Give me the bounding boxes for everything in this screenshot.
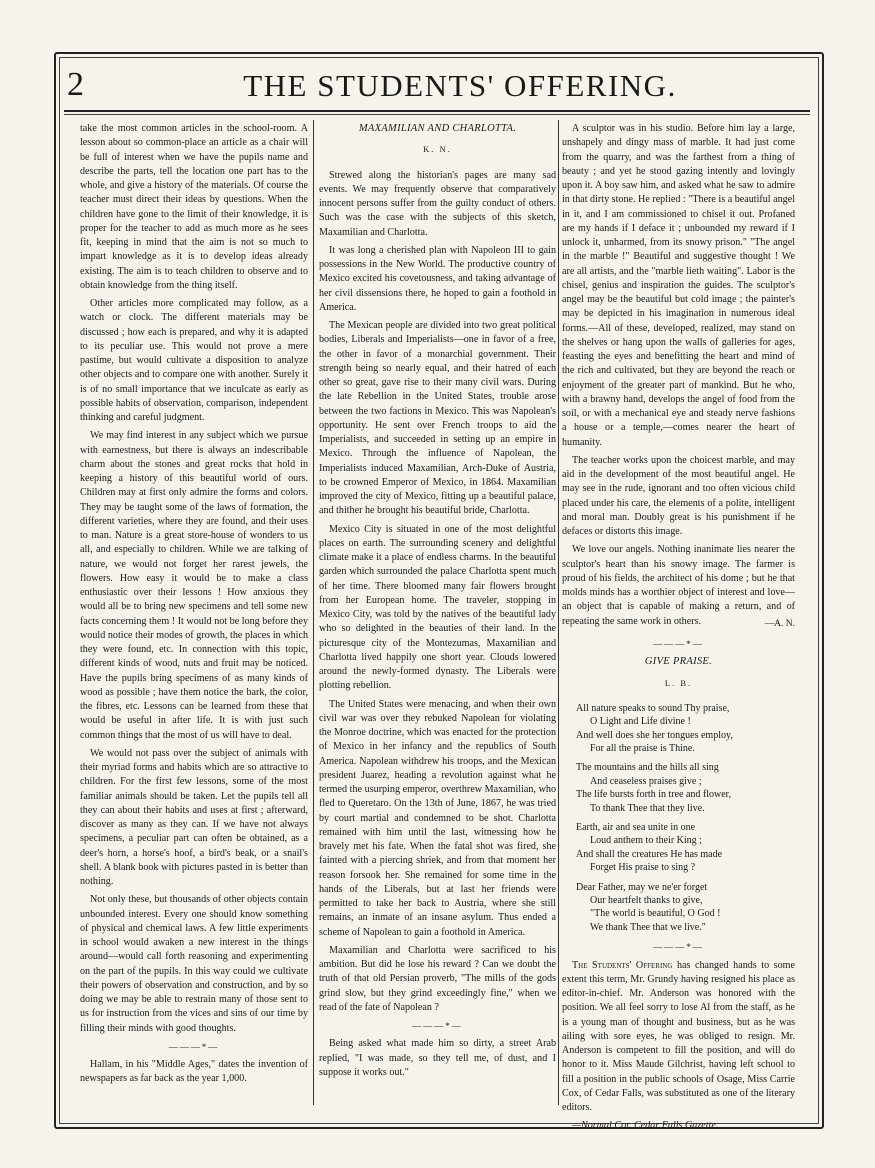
news-paragraph bbox=[562, 959, 795, 1116]
poem-line: Earth, air and sea unite in one bbox=[576, 822, 696, 833]
poem-title: GIVE PRAISE. bbox=[644, 656, 713, 668]
section-separator: ———*— bbox=[168, 1041, 220, 1052]
poem-stanza bbox=[576, 821, 795, 875]
column-1 bbox=[80, 122, 308, 1091]
poem-line: Dear Father, may we ne'er forget bbox=[576, 881, 708, 893]
column-divider bbox=[313, 120, 314, 1105]
paragraph: Not only these, but thousands of other objects contain unbounded interest. Every one should know something of physical and chemical laws. A few little experiments in school would awaken a new interest in the things around—would call forth reasoning and experimenting on the part of the pupils. In this way could we cultivate their powers of observation and construction, and by so doing we may be able to restrain many of those sent to us for instruction from the vices and sins of our time by filling their minds with good thoughts. bbox=[80, 894, 308, 1034]
article-byline: K. N. bbox=[423, 144, 452, 155]
section-separator: ———*— bbox=[653, 639, 704, 649]
news-text: has changed hands to some extent this term, Mr. Grundy having resigned his place as editor-in-chief. Mr. Anderson was honored with the position. We all feel sorry to lose Al from the staff, as he is a young man of thought and business, but as he was ailing with sore eyes, he was obliged to resign. Mr. Anderson is competent to fill the position, and will do honor to it. Miss Maude Gilchrist, having left school to fill a position in the public schools of Osage, Miss Carrie Cox, of Cedar Falls, was substituted as one of the literary editors. bbox=[562, 959, 795, 1113]
poem-line: Loud anthem to their King ; bbox=[590, 835, 702, 847]
paragraph: Strewed along the historian's pages are many sad events. We may frequently observe that comparatively innocent persons suffer from the guilty conduct of others. Such was the case with the subjects of this sketch, Maxamilian and Charlotta. bbox=[319, 169, 556, 238]
publication-name: The Students' Offering bbox=[572, 959, 673, 971]
paragraph: It was long a cherished plan with Napoleon III to gain possessions in the New World. The productive country of Mexico excited his covetousness, and taking advantage of her civil dissensions there, he hoped to gain a foothold in America. bbox=[319, 244, 556, 313]
paragraph: The teacher works upon the choicest marble, and may aid in the development of the most beautiful angel. He may see in the rude, ignorant and too often vicious child placed under his care, the elements of a polite, intelligent and moral man. Doubly great is his punishment if he defaces or distorts this image. bbox=[562, 454, 795, 537]
poem-line: "The world is beautiful, O God ! bbox=[590, 908, 721, 920]
page-number: 2 bbox=[67, 66, 84, 103]
source-credit: —Normal Cor. Cedar Falls Gazette. bbox=[572, 1120, 719, 1132]
poem-line: All nature speaks to sound Thy praise, bbox=[576, 702, 730, 714]
poem-line: And ceaseless praises give ; bbox=[590, 775, 702, 787]
poem-line: And shall the creatures He has made bbox=[576, 848, 723, 860]
paragraph: Hallam, in his "Middle Ages," dates the invention of newspapers as far back as the year 1,000. bbox=[80, 1059, 308, 1085]
header-rule-thin bbox=[64, 114, 810, 115]
poem-line: The mountains and the hills all sing bbox=[576, 762, 719, 774]
poem-stanza bbox=[576, 881, 795, 935]
poem-stanza bbox=[576, 702, 795, 756]
article-title: MAXAMILIAN AND CHARLOTTA. bbox=[358, 123, 517, 134]
section-separator: ———*— bbox=[653, 942, 704, 953]
poem-line: We thank Thee that we live." bbox=[590, 921, 706, 933]
paragraph: Maxamilian and Charlotta were sacrificed to his ambition. But did he lose his reward ? Can we doubt the truth of that old Persian proverb, "The mills of the gods grind slow, but they grind exceedingly fine," when we read of the fate of Napolean ? bbox=[319, 944, 556, 1013]
poem-line: Forget His praise to sing ? bbox=[590, 862, 696, 874]
header-rule bbox=[64, 110, 810, 112]
paragraph: We would not pass over the subject of animals with their myriad forms and habits which are so attractive to children. For the first few lessons, some of the most familiar animals should be taken. Let the pupils tell all they can about their habits and uses at first ; afterward, discover as many as they can. If we have not always specimens, a peculiar part can often be obtained, as a deer's horn, a horse's hoof, a bird's beak, or a snail's shell. A blank book with pictures pasted in is better than nothing. bbox=[80, 747, 308, 887]
column-3 bbox=[562, 122, 795, 1138]
paragraph: Other articles more complicated may follow, as a watch or clock. The different materials may be discussed ; how each is prepared, and why it is adapted to its peculiar use. This would not prove a mere pastime, but would cultivate a disposition to analyze other objects and to compare one with another. Surely it is of no small importance that we inculcate as early as possible habits of observation, comparison, independent thinking and careful judgment. bbox=[80, 298, 308, 423]
paragraph: A sculptor was in his studio. Before him lay a large, unshapely and dingy mass of marble. It had just come from the quarry, and was the farthest from a thing of beauty ; and yet he stood gazing intently and lovingly upon it. A boy saw him, and asked what he saw to admire in that dirty stone. He replied : "There is a beautiful angel in it, and I am commissioned to chisel it out. Profaned are my hands if I deface it ; unbounded my reward if I unlock it, unharmed, from its snowy prison." "The angel in the marble !" Beautiful and suggestive thought ! We are all artists, and the "marble lieth waiting". Labor is the chisel, genius and inspiration the guides. The sculptor's angel may be the beautiful but cold image ; the painter's may be depicted in his imagination in numerous ideal forms.—All of these, developed, realized, may stand on the shelves or hang upon the walls of galleries for ages, feasting the eyes and benefitting the heart and mind of the rich and cultivated, but they are beyond the reach or enjoyment of the greater part of mankind. But he who, with a brawny hand, develops the angel of food from the soil, or with a mechanical eye and steady nerve fashions a house or a temple,—comes nearer the heart of humanity. bbox=[562, 123, 795, 448]
poem-stanza bbox=[576, 761, 795, 815]
paragraph: We love our angels. Nothing inanimate lies nearer the sculptor's heart than his snowy image. The farmer is proud of his fields, the architect of his dome ; but he that molds minds has a worthier object of interest and love—an object that is capable of making a return, and of repeating the same work in others. bbox=[562, 544, 795, 627]
poem-line: And well does she her tongues employ, bbox=[576, 729, 733, 741]
poem-line: For all the praise is Thine. bbox=[590, 742, 695, 754]
paragraph: take the most common articles in the school-room. A lesson about so common-place an article as a chair will be full of interest when we have the pupils name and describe the parts, tell the location one part has to the whole, and give a history of the materials. Of course the teacher must direct their ideas by questions. When the children have gone to the limit of their knowledge, it is proper for the teacher to add as much more as he sees fit, keeping in mind that the aim is not so much to impart knowledge as it is to develop ideas already existing. The aim is to teach children to observe and to obtain knowledge from the thing itself. bbox=[80, 123, 308, 291]
paragraph: The Mexican people are divided into two great political bodies, Liberals and Imperialists—one in favor of a free, the other in favor of a monarchial government. Their strength being so nearly equal, and their hatred of each other so great, gave rise to their many civil wars. During the late Rebellion in the United States, trouble arose between the two factions in Mexico. This was Napolean's opportunity. He sent over French troops to aid the Imperialists, and succeeded in setting up an empire in Mexico. Through the influence of Napolean, the Imperialists induced Maxamilian, Arch-Duke of Austria, to be crowned Emperor of Mexico, in 1864. Maxamilian improved the city of Mexico, fitting up a beautiful palace, and thither he brought his beautiful bride, Charlotta. bbox=[319, 320, 556, 517]
section-separator: ———*— bbox=[412, 1021, 463, 1031]
poem-byline: L. B. bbox=[664, 677, 693, 688]
column-divider bbox=[558, 120, 559, 1105]
paragraph: The United States were menacing, and when their own civil war was over they rebuked Napolean for violating the Monroe doctrine, which was enacted for the protection of Mexico in her infancy and the republics of South America. Napolean withdrew his troops, and the Mexican president Juarez, heading a revolution against what he termed the usurping emperor, overthrew Maxamilian, who fled to Queretaro. On the 13th of June, 1867, he was tried by court martial and condemned to be shot. Charlotta remained with him until the last, witnessing how he bravely met his fate. When the fatal shot was fired, she fainted with a piercing shriek, and from that moment her reason forsook her. She remained for some time in the hands of the Liberals, but at last her friends were permitted to take her back to Austria, where she still remains, an inmate of an insane asylum. Thus ended a scheme of Napolean to gain a foothold in America. bbox=[319, 698, 556, 938]
poem-line: O Light and Life divine ! bbox=[590, 716, 691, 728]
article-signature: —A. N. bbox=[764, 618, 795, 629]
poem-line: Our heartfelt thanks to give, bbox=[590, 895, 703, 907]
paragraph: We may find interest in any subject which we pursue with earnestness, but there is always an indescribable charm about the stones and great rocks that hold in keeping a history of this beautiful world of ours. Children may at first only admire the forms and colors. They may be taught some of the laws of formation, the different varieties, where they are found, and their uses to man. Nature is a great store-house of wonders to us all, and especially to children. While we are talking of nature, we would not forget her rarest jewels, the flowers. How easy it would be to make a class enthusiastic over their lessons ! How anxious they would all be to bring new specimens and tell some new facts concerning them ! It would not be long before they would notice their modes of growth, the places in which they were found, etc. In connection with this topic, different kinds of wood, nuts and fruit may be noticed. Have the pupils bring specimens of as many kinds of wood as possible ; have them notice the bark, the color, the fibres, etc. Lessons can be learned from these that would be useful in after life. It is with just such common things that the most of us will have to deal. bbox=[80, 430, 308, 741]
poem-line: To thank Thee that they live. bbox=[590, 802, 705, 814]
paragraph: Mexico City is situated in one of the most delightful places on earth. The surrounding scenery and delightful climate make it a place of endless charms. In the beautiful garden which surrounded the palace Charlotta spent much of her time. There bloomed many fair flowers brought from her European home. The traveler, stopping in Mexico City, was told by the natives of the beautiful lady who so delighted in the beauties of their land. In the picturesque city of the Montezumas, Maxamilian and Charlotta lived happily one short year. Clouds lowered around the newly-formed dynasty. The Liberals were plotting rebellion. bbox=[319, 523, 556, 692]
masthead-title: THE STUDENTS' OFFERING. bbox=[243, 68, 677, 103]
column-2 bbox=[319, 122, 556, 1084]
paragraph: Being asked what made him so dirty, a street Arab replied, "I was made, so they tell me, of dust, and I suppose it works out." bbox=[319, 1038, 556, 1078]
poem-line: The life bursts forth in tree and flower, bbox=[576, 789, 732, 801]
